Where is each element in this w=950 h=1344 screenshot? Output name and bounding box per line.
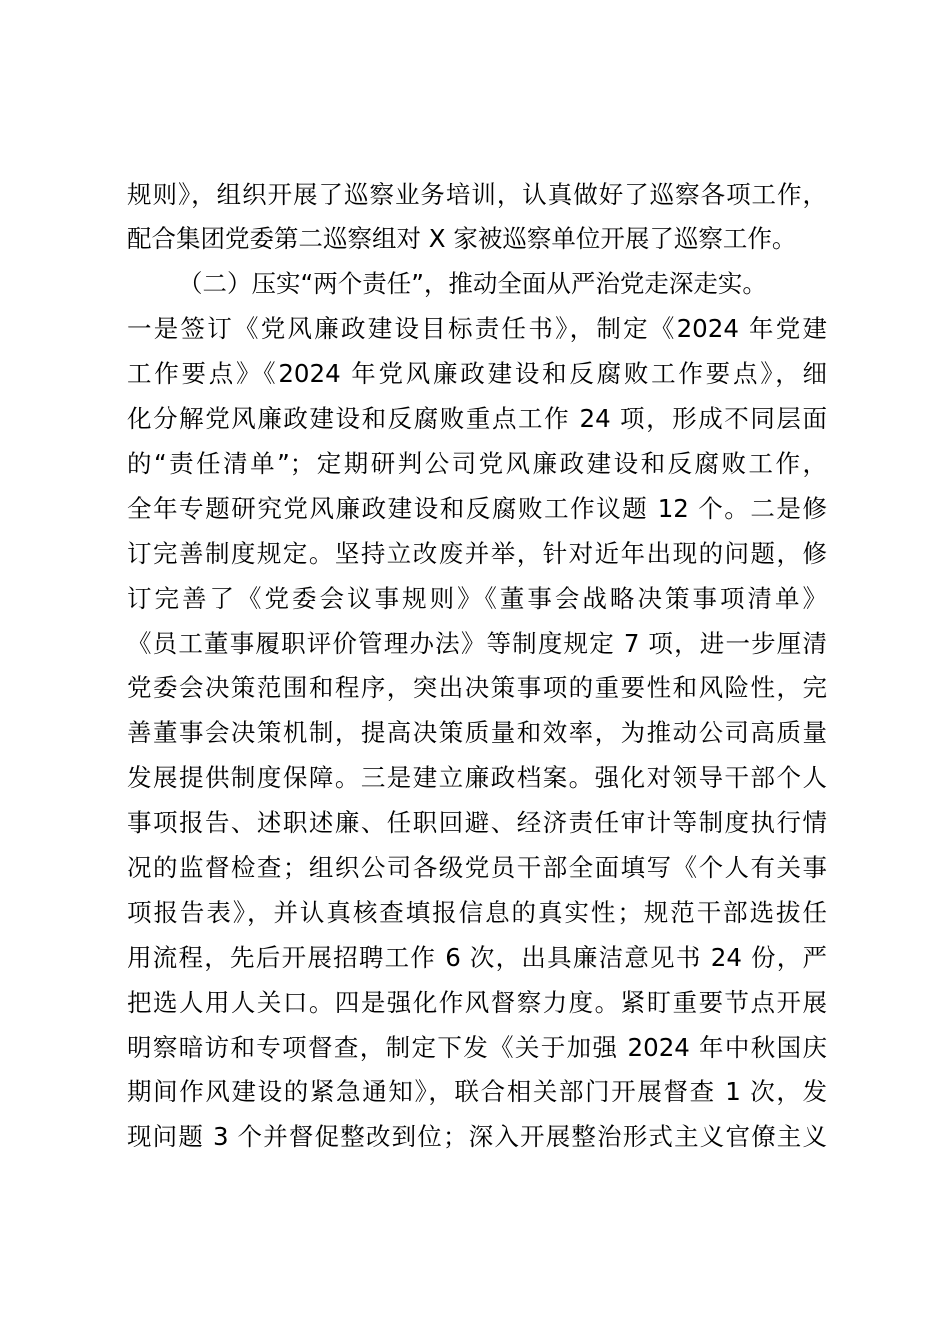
text-line: 一是签订《党风廉政建设目标责任书》，制定《2024 年党建 [127, 314, 827, 343]
text-line: 发展提供制度保障。三是建立廉政档案。强化对领导干部个人 [127, 763, 827, 792]
text-line: 项报告表》，并认真核查填报信息的真实性；规范干部选拔任 [127, 898, 827, 927]
text-line: 工作要点》《2024 年党风廉政建设和反腐败工作要点》，细 [127, 359, 827, 388]
text-line: 规则》，组织开展了巡察业务培训，认真做好了巡察各项工作， [127, 180, 827, 209]
text-line: 《员工董事履职评价管理办法》等制度规定 7 项，进一步厘清 [127, 629, 827, 658]
text-line: 善董事会决策机制，提高决策质量和效率，为推动公司高质量 [127, 718, 827, 747]
text-line: 党委会决策范围和程序，突出决策事项的重要性和风险性，完 [127, 673, 827, 702]
text-line: 用流程，先后开展招聘工作 6 次，出具廉洁意见书 24 份，严 [127, 943, 827, 972]
text-line: 现问题 3 个并督促整改到位；深入开展整治形式主义官僚主义 [127, 1122, 827, 1151]
text-line: 全年专题研究党风廉政建设和反腐败工作议题 12 个。二是修 [127, 494, 827, 523]
text-line: 化分解党风廉政建设和反腐败重点工作 24 项，形成不同层面 [127, 404, 827, 433]
text-line: 订完善了《党委会议事规则》《董事会战略决策事项清单》 [127, 584, 827, 613]
text-line: 期间作风建设的紧急通知》，联合相关部门开展督查 1 次，发 [127, 1077, 827, 1106]
text-line: 明察暗访和专项督查，制定下发《关于加强 2024 年中秋国庆 [127, 1033, 827, 1062]
text-line: 况的监督检查；组织公司各级党员干部全面填写《个人有关事 [127, 853, 827, 882]
text-line: 的“责任清单”；定期研判公司党风廉政建设和反腐败工作， [127, 449, 827, 478]
text-line: 事项报告、述职述廉、任职回避、经济责任审计等制度执行情 [127, 808, 827, 837]
text-line: 把选人用人关口。四是强化作风督察力度。紧盯重要节点开展 [127, 988, 827, 1017]
text-line: 订完善制度规定。坚持立改废并举，针对近年出现的问题，修 [127, 539, 827, 568]
text-line: 配合集团党委第二巡察组对 X 家被巡察单位开展了巡察工作。 [127, 224, 797, 253]
section-heading: （二）压实“两个责任”，推动全面从严治党走深走实。 [178, 269, 767, 298]
